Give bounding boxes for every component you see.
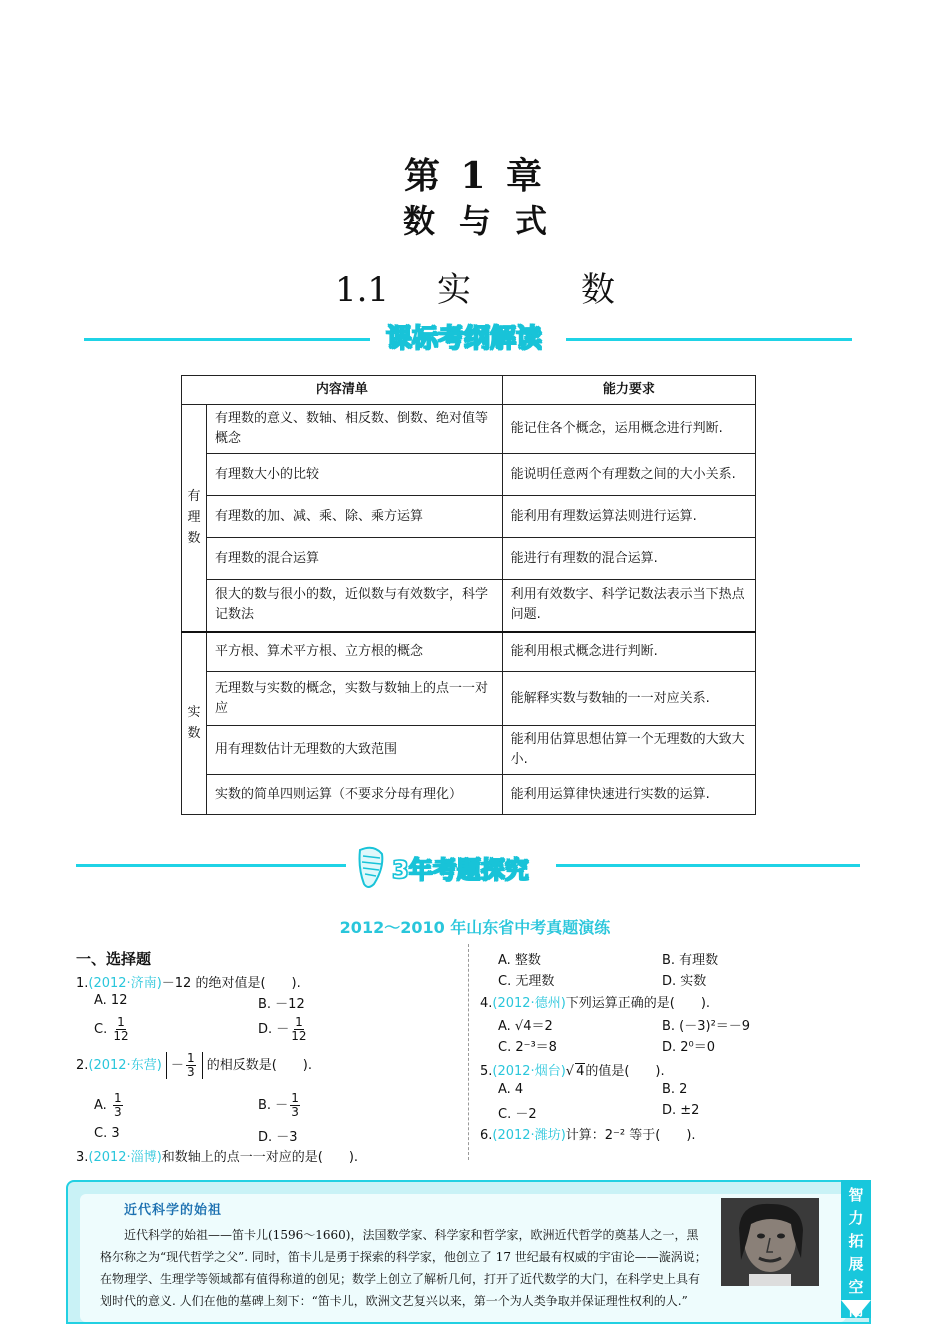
table-cell: 能进行有理数的混合运算. [502, 538, 755, 580]
option-c: C. －2 [498, 1107, 537, 1122]
chapter-title: 第 1 章 [403, 155, 547, 197]
table-cell: 能解释实数与数轴的一一对应关系. [502, 672, 755, 726]
section-word-1: 实 [437, 270, 472, 310]
option-d: D. ±2 [662, 1103, 700, 1118]
table-cell: 能利用运算律快速进行实数的运算. [502, 775, 755, 815]
band-title-exam: 3年考题探究 [392, 856, 529, 884]
question-source: (2012·德州) [492, 996, 566, 1011]
option-c: C. 无理数 [498, 974, 555, 989]
table-header-content: 内容清单 [182, 376, 503, 405]
band-rule-right [566, 338, 852, 341]
table-cell: 能说明任意两个有理数之间的大小关系. [502, 454, 755, 496]
section-label: 一、选择题 [76, 950, 152, 968]
table-cell: 能记住各个概念，运用概念进行判断. [502, 405, 755, 454]
question-3: 3.(2012·淄博)和数轴上的点一一对应的是( ). [76, 1150, 359, 1165]
table-cell: 有理数大小的比较 [207, 454, 503, 496]
info-panel [80, 1194, 846, 1322]
option-c: C. $\frac{1}{12}$ [94, 1015, 129, 1043]
option-c: C. 3 [94, 1126, 120, 1141]
option-a: A. 4 [498, 1082, 524, 1097]
table-cell: 用有理数估计无理数的大致范围 [207, 726, 503, 775]
table-header-ability: 能力要求 [502, 376, 755, 405]
option-d: D. － $\frac{1}{12}$ [258, 1015, 307, 1043]
option-b: B. 有理数 [662, 953, 719, 968]
question-source: (2012·东营) [88, 1058, 162, 1073]
chapter-subtitle: 数与式 [402, 202, 571, 240]
band-rule-left [84, 338, 370, 341]
table-cell: 实数的简单四则运算（不要求分母有理化） [207, 775, 503, 815]
group-label-rational: 有理数 [182, 405, 207, 632]
table-cell: 有理数的混合运算 [207, 538, 503, 580]
band-rule-right-2 [556, 864, 860, 867]
question-source: (2012·济南) [88, 976, 162, 991]
side-tab-label: 智力拓展空间 [841, 1180, 871, 1318]
band-title-syllabus: 课标考纲解读 [386, 324, 543, 354]
table-cell: 能利用根式概念进行判断. [502, 632, 755, 672]
column-divider [468, 944, 469, 1160]
table-cell: 能利用有理数运算法则进行运算. [502, 496, 755, 538]
option-b: B. － $\frac{1}{3}$ [258, 1091, 299, 1119]
question-5: 5.(2012·烟台)√ 4的值是( ). [480, 1064, 665, 1079]
table-cell: 有理数的加、减、乘、除、乘方运算 [207, 496, 503, 538]
option-b: B. －12 [258, 997, 305, 1012]
table-cell: 能利用估算思想估算一个无理数的大致大小. [502, 726, 755, 775]
option-a: A. 整数 [498, 953, 541, 968]
syllabus-table [181, 375, 756, 815]
question-source: (2012·潍坊) [492, 1128, 566, 1143]
info-title: 近代科学的始祖 [124, 1203, 223, 1218]
info-box [66, 1180, 871, 1324]
info-body: 近代科学的始祖——笛卡儿(1596～1660)，法国数学家、科学家和哲学家，欧洲近代哲学的奠基人之一，黑格尔称之为“现代哲学之父”. 同时，笛卡儿是勇于探索的科学家，他创立了 17 世纪最有权威的宇宙论——漩涡说；在物理学、生理学等领域都有值得称道的创见；数学上创立了解析几何，打开了近代数学的大门，在科学史上具有划时代的意义. 人们在他的墓碑上刻下：“笛卡儿，欧洲文艺复兴以来，第一个为人类争取并保证理性权利的人.” [100, 1228, 707, 1308]
section-word-2: 数 [581, 270, 616, 310]
table-cell: 平方根、算术平方根、立方根的概念 [207, 632, 503, 672]
band-rule-left-2 [76, 864, 346, 867]
question-1: 1.(2012·济南)－12 的绝对值是( ). [76, 976, 301, 991]
option-b: B. 2 [662, 1082, 688, 1097]
group-label-real: 实数 [182, 632, 207, 815]
question-6: 6.(2012·潍坊)计算：2⁻² 等于( ). [480, 1128, 696, 1143]
question-4: 4.(2012·德州)下列运算正确的是( ). [480, 996, 711, 1011]
option-c: C. 2⁻³＝8 [498, 1040, 557, 1055]
question-source: (2012·淄博) [88, 1150, 162, 1165]
option-a: A. $\frac{1}{3}$ [94, 1091, 122, 1119]
table-cell: 利用有效数字、科学记数法表示当下热点问题. [502, 580, 755, 632]
table-cell: 很大的数与很小的数，近似数与有效数字，科学记数法 [207, 580, 503, 632]
option-d: D. 2⁰＝0 [662, 1040, 716, 1055]
table-cell: 有理数的意义、数轴、相反数、倒数、绝对值等概念 [207, 405, 503, 454]
option-d: D. －3 [258, 1130, 298, 1145]
section-title [0, 262, 950, 311]
question-source: (2012·烟台) [492, 1064, 566, 1079]
option-a: A. 12 [94, 993, 128, 1008]
option-d: D. 实数 [662, 974, 707, 989]
table-cell: 无理数与实数的概念，实数与数轴上的点一一对应 [207, 672, 503, 726]
option-b: B. (－3)²＝－9 [662, 1019, 751, 1034]
option-a: A. √4＝2 [498, 1019, 553, 1034]
section-number: 1.1 [334, 270, 390, 310]
question-2: 2.(2012·东营) － $\frac{1}{3}$ 的相反数是( ). [76, 1051, 312, 1079]
exam-heading: 2012～2010 年山东省中考真题演练 [339, 918, 611, 937]
portrait-image [721, 1198, 819, 1286]
shell-icon [356, 844, 386, 890]
